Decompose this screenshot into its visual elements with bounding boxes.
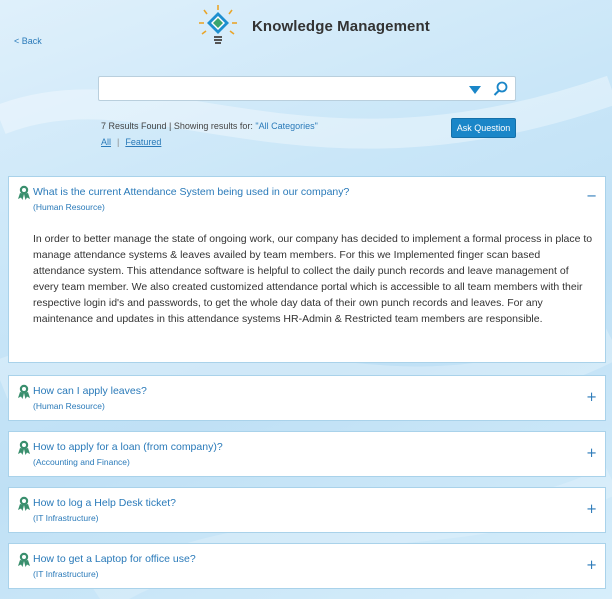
faq-question: How to apply for a loan (from company)?: [33, 441, 223, 453]
ask-question-button[interactable]: Ask Question: [451, 118, 516, 138]
filter-separator: |: [117, 137, 120, 147]
faq-question: How to get a Laptop for office use?: [33, 553, 196, 565]
back-link[interactable]: < Back: [14, 36, 42, 46]
faq-category: (Accounting and Finance): [33, 457, 130, 467]
search-input[interactable]: [99, 77, 459, 100]
page-header: [196, 4, 430, 48]
search-bar: [98, 76, 516, 101]
faq-header[interactable]: [9, 376, 605, 418]
results-summary: [101, 121, 318, 131]
page-title: Knowledge Management: [252, 17, 430, 35]
ribbon-award-icon: [17, 496, 31, 511]
chevron-down-icon[interactable]: [469, 86, 481, 94]
expand-icon[interactable]: +: [586, 502, 597, 517]
faq-category: (Human Resource): [33, 401, 105, 411]
faq-answer: In order to better manage the state of ongoing work, our company has decided to implement a formal process in place to manage attendance systems & leaves availed by team members. For this we Implemented finger scan based attendance system. This attendance software is helpful to collect the daily punch records and leave management of every team member. We also created customized attendance portal which is accessible to all team members with their respective login id's and passwords, to get the whole day data of their own punch records and leaves. For any maintenance and updates in this attendance systems HR-Admin & Restricted team members are responsible.: [33, 233, 593, 325]
faq-category: (IT Infrastructure): [33, 513, 99, 523]
ribbon-award-icon: [17, 552, 31, 567]
ribbon-award-icon: [17, 440, 31, 455]
faq-header[interactable]: [9, 432, 605, 474]
filter-links: [101, 137, 161, 147]
faq-question: How to log a Help Desk ticket?: [33, 497, 176, 509]
expand-icon[interactable]: +: [586, 558, 597, 573]
lightbulb-logo-icon: [196, 4, 240, 48]
faq-category: (Human Resource): [33, 202, 105, 212]
faq-item: [8, 487, 606, 533]
filter-all-link[interactable]: All: [101, 137, 112, 147]
results-count: 7 Results Found | Showing results for:: [101, 121, 256, 131]
faq-question: How can I apply leaves?: [33, 385, 147, 397]
ribbon-award-icon: [17, 384, 31, 399]
expand-icon[interactable]: +: [586, 446, 597, 461]
faq-item: [8, 375, 606, 421]
faq-item: [8, 176, 606, 363]
faq-question: What is the current Attendance System being used in our company?: [33, 186, 350, 198]
faq-item: [8, 431, 606, 477]
faq-header[interactable]: [9, 177, 605, 219]
results-category: "All Categories": [255, 121, 318, 131]
filter-featured-link[interactable]: Featured: [125, 137, 162, 147]
faq-header[interactable]: [9, 544, 605, 586]
faq-category: (IT Infrastructure): [33, 569, 99, 579]
faq-header[interactable]: [9, 488, 605, 530]
expand-icon[interactable]: +: [586, 390, 597, 405]
ribbon-award-icon: [17, 185, 31, 200]
faq-item: [8, 543, 606, 589]
collapse-icon[interactable]: −: [586, 189, 597, 204]
search-icon[interactable]: [493, 81, 509, 97]
